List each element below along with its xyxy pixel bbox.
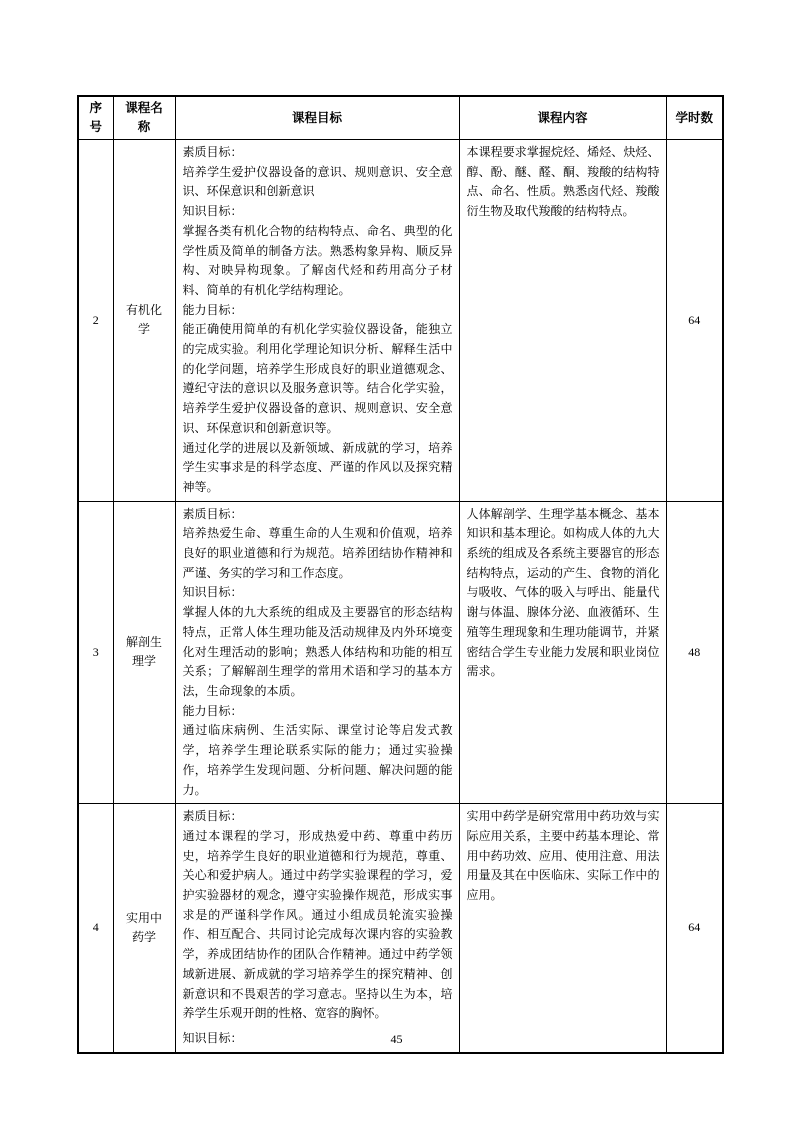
course-content	[459, 501, 666, 804]
column-header-content: 课程内容	[459, 96, 666, 140]
course-objectives	[175, 140, 459, 502]
course-no: 3	[78, 501, 113, 804]
table-row	[78, 804, 723, 1053]
objective-paragraph: 素质目标：	[182, 506, 243, 521]
course-objectives	[175, 804, 459, 1053]
course-hours: 64	[666, 804, 723, 1053]
objective-paragraph: 掌握各类有机化合物的结构特点、命名、典型的化学性质及简单的制备方法。熟悉构象异构、顺反异构、对映异构现象。了解卤代烃和药用高分子材料、简单的有机化学结构理论。	[182, 223, 453, 297]
table-row	[78, 501, 723, 804]
course-content	[459, 804, 666, 1053]
course-hours: 48	[666, 501, 723, 804]
objective-paragraph: 能力目标：	[182, 703, 243, 718]
table-row	[78, 140, 723, 502]
content-paragraph: 实用中药学是研究常用中药功效与实际应用关系，主要中药基本理论、常用中药功效、应用、使用注意、用法用量及其在中医临床、实际工作中的应用。	[466, 809, 660, 903]
objective-paragraph: 知识目标：	[182, 585, 243, 600]
course-name: 实用中药学	[113, 804, 175, 1053]
objective-paragraph: 知识目标：	[182, 1030, 243, 1045]
course-name: 有机化学	[113, 140, 175, 502]
objective-paragraph: 培养热爱生命、尊重生命的人生观和价值观，培养良好的职业道德和行为规范。培养团结协作精神和严谨、务实的学习和工作态度。	[182, 526, 453, 580]
course-table	[77, 95, 724, 1054]
course-content	[459, 140, 666, 502]
content-paragraph: 人体解剖学、生理学基本概念、基本知识和基本理论。如构成人体的九大系统的组成及各系统主要器官的形态结构特点，运动的产生、食物的消化与吸收、气体的吸入与呼出、能量代谢与体温、腺体分泌、血液循环、生殖等生理现象和生理功能调节，并紧密结合学生专业能力发展和职业岗位需求。	[466, 506, 660, 679]
objective-paragraph: 培养学生爱护仪器设备的意识、规则意识、安全意识、环保意识和创新意识	[182, 164, 453, 199]
page-number: 45	[390, 1032, 403, 1046]
course-hours: 64	[666, 140, 723, 502]
column-header-name: 课程名称	[113, 96, 175, 140]
objective-paragraph: 知识目标：	[182, 204, 243, 219]
course-name: 解剖生理学	[113, 501, 175, 804]
course-no: 4	[78, 804, 113, 1053]
column-header-hours: 学时数	[666, 96, 723, 140]
column-header-no: 序号	[78, 96, 113, 140]
objective-paragraph: 掌握人体的九大系统的组成及主要器官的形态结构特点，正常人体生理功能及活动规律及内外环境变化对生理活动的影响；熟悉人体结构和功能的相互关系；了解解剖生理学的常用术语和学习的基本方法，生命现象的本质。	[182, 605, 453, 698]
course-objectives	[175, 501, 459, 804]
content-paragraph: 本课程要求掌握烷烃、烯烃、炔烃、醇、酚、醚、醛、酮、羧酸的结构特点、命名、性质。熟悉卤代烃、羧酸衍生物及取代羧酸的结构特点。	[466, 145, 660, 219]
objective-paragraph: 通过临床病例、生活实际、课堂讨论等启发式教学，培养学生理论联系实际的能力；通过实验操作，培养学生发现问题、分析问题、解决问题的能力。	[182, 723, 453, 797]
objective-paragraph: 素质目标：	[182, 145, 243, 159]
objective-paragraph: 能力目标：	[182, 302, 243, 317]
objective-paragraph: 能正确使用简单的有机化学实验仪器设备，能独立的完成实验。利用化学理论知识分析、解释生活中的化学问题，培养学生形成良好的职业道德观念、遵纪守法的意识以及服务意识等。结合化学实验，培养学生爱护仪器设备的意识、规则意识、安全意识、环保意识和创新意识等。	[182, 322, 453, 435]
objective-paragraph: 素质目标：	[182, 809, 243, 824]
table-header-row	[78, 96, 723, 140]
objective-paragraph: 通过本课程的学习，形成热爱中药、尊重中药历史，培养学生良好的职业道德和行为规范，尊重、关心和爱护病人。通过中药学实验课程的学习，爱护实验器材的观念，遵守实验操作规范，形成实事求是的严谨科学作风。通过小组成员轮流实验操作、相互配合、共同讨论完成每次课内容的实验教学，养成团结协作的团队合作精神。通过中药学领域新进展、新成就的学习培养学生的探究精神、创新意识和不畏艰苦的学习意志。坚持以生为本，培养学生乐观开朗的性格、宽容的胸怀。	[182, 828, 453, 1021]
course-no: 2	[78, 140, 113, 502]
column-header-objectives: 课程目标	[175, 96, 459, 140]
objective-paragraph: 通过化学的进展以及新领域、新成就的学习，培养学生实事求是的科学态度、严谨的作风以及探究精神等。	[182, 440, 453, 494]
